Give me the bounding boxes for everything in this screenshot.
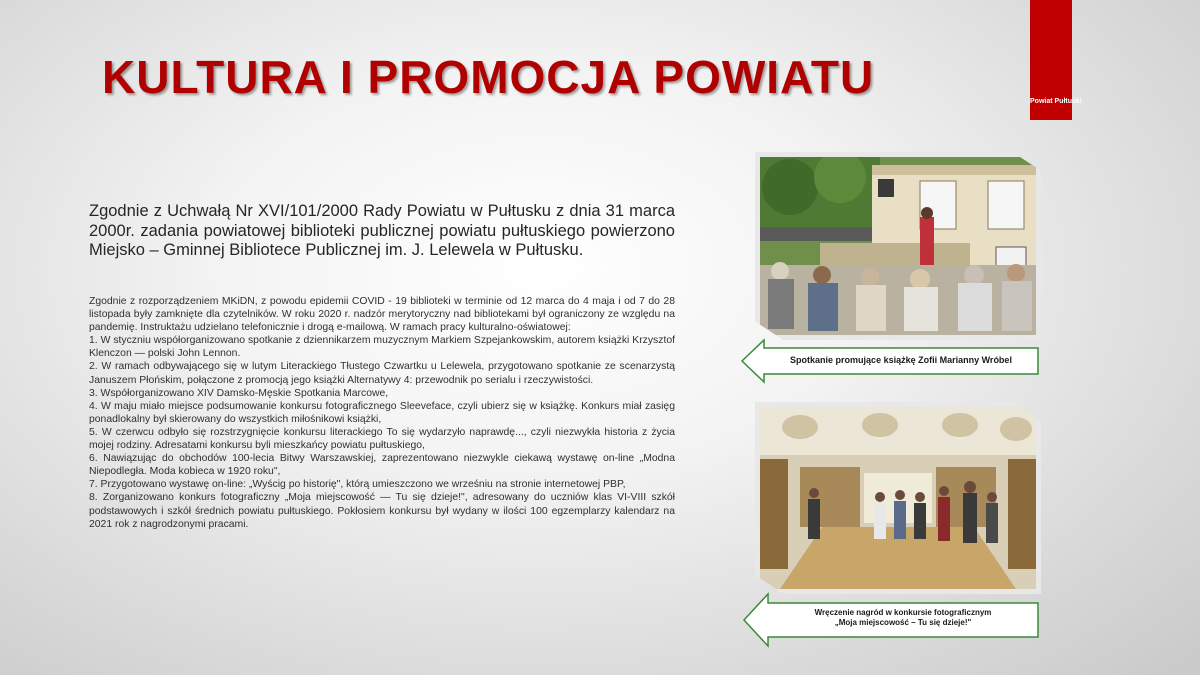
body-paragraph: 7. Przygotowano wystawę on-line: „Wyścig po historię", którą umieszczono we wrześniu na stronie internetowej PBP, (89, 479, 626, 491)
photo-book-promotion-image (760, 157, 1036, 335)
photo-caption-2 (772, 608, 1034, 628)
photo-award-ceremony (755, 402, 1041, 594)
body-paragraph: Zgodnie z rozporządzeniem MKiDN, z powodu epidemii COVID - 19 biblioteki w terminie od 12 marca do 4 maja i od 7 do 28 listopada były zamknięte dla czytelników. W roku 2020 r. nadzór merytoryczny nad bibliotekami był ograniczony ze względu na pandemię. Instruktażu udzielano telefonicznie i drogą e-mailową. W ramach pracy kulturalno-oświatowej: (89, 296, 675, 334)
body-paragraph: 3. Współorganizowano XIV Damsko-Męskie Spotkania Marcowe, (89, 387, 389, 399)
body-text (89, 295, 675, 531)
photo-award-ceremony-image (760, 407, 1036, 589)
body-paragraph: 2. W ramach odbywającego się w lutym Literackiego Tłustego Czwartku u Lelewela, przygotowano spotkanie ze scenarzystą Januszem Płońskim, połączone z promocją jego książki Alternatywy 4: przewodnik po serialu i rzeczywistości. (89, 361, 675, 386)
photo-caption-2-line1: Wręczenie nagród w konkursie fotograficznym (814, 608, 992, 617)
photo-caption-2-line2: „Moja miejscowość – Tu się dzieje!" (834, 618, 972, 627)
body-paragraph: 6. Nawiązując do obchodów 100-lecia Bitwy Warszawskiej, zaprezentowano niezwykle ciekawą wystawę on-line „Modna Niepodległa. Moda kobieca w 1920 roku", (89, 453, 675, 478)
body-paragraph: 4. W maju miało miejsce podsumowanie konkursu fotograficznego Sleeveface, czyli ubierz się w książkę. Konkurs miał zasięg ponadlokalny był skierowany do wszystkich miłośnikowi książki, (89, 400, 675, 425)
slide-title: KULTURA I PROMOCJA POWIATU (102, 51, 875, 103)
lead-paragraph: Zgodnie z Uchwałą Nr XVI/101/2000 Rady Powiatu w Pułtusku z dnia 31 marca 2000r. zadania powiatowej biblioteki publicznej powiatu pułtuskiego powierzono Miejsko – Gminnej Bibliotece Publicznej im. J. Lelewela w Pułtusku. (89, 202, 675, 259)
body-paragraph: 1. W styczniu współorganizowano spotkanie z dziennikarzem muzycznym Markiem Szpejankowskim, autorem książki Krzysztof Klenczon — polski John Lennon. (89, 335, 675, 360)
body-paragraph: 5. W czerwcu odbyło się rozstrzygnięcie konkursu literackiego To się wydarzyło naprawdę..., czyli niezwykła historia z życia mojej rodziny. Adresatami konkursu byli mieszkańcy powiatu pułtuskiego, (89, 426, 675, 452)
photo-book-promotion (755, 152, 1041, 340)
county-badge: Powiat Pułtuski (1030, 98, 1082, 105)
body-paragraph: 8. Zorganizowano konkurs fotograficzny „Moja miejscowość — Tu się dzieje!", adresowany do uczniów klas VI-VIII szkół podstawowych i szkół średnich powiatu pułtuskiego. Pokłosiem konkursu był wydany w ilości 100 egzemplarzy kalendarz na 2021 rok z nagrodzonymi pracami. (89, 492, 675, 530)
caption-callout-2 (742, 592, 1042, 648)
caption-callout-1 (740, 338, 1042, 384)
photo-caption-1: Spotkanie promujące książkę Zofii Marianny Wróbel (790, 355, 1012, 365)
